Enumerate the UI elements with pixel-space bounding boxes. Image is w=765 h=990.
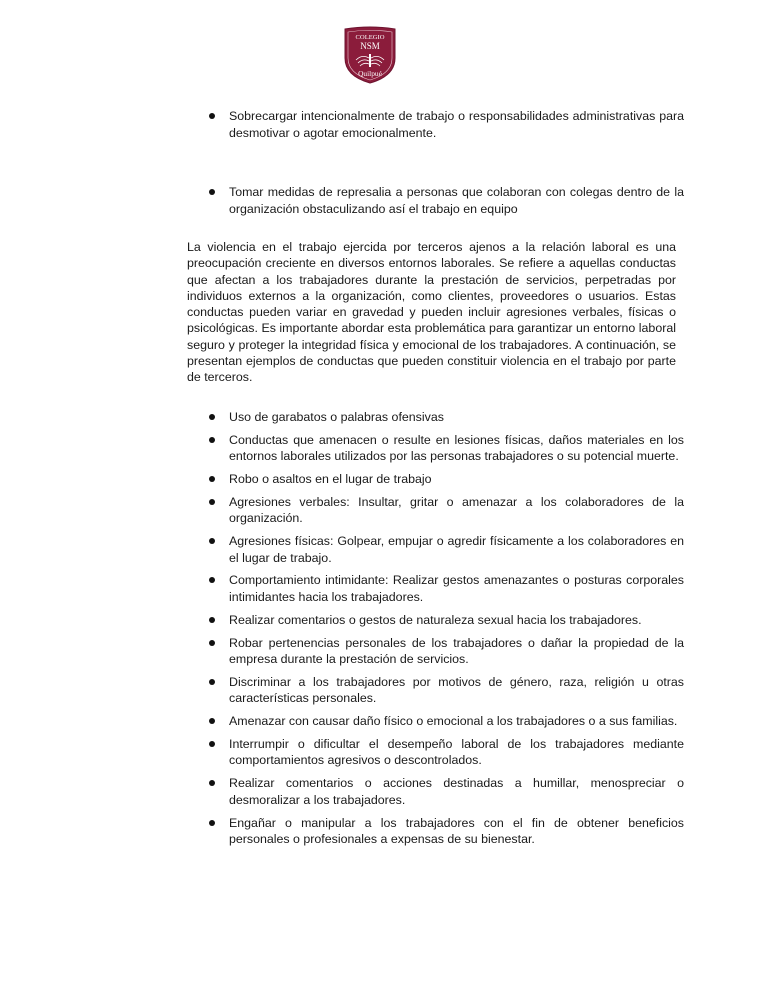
list-item: Robo o asaltos en el lugar de trabajo (229, 471, 684, 488)
list-item: Tomar medidas de represalia a personas que colaboran con colegas dentro de la organización obstaculizando así el trabajo en equipo (229, 185, 684, 216)
logo-line-quilpue: Quilpué (358, 69, 382, 78)
intro-paragraph: La violencia en el trabajo ejercida por terceros ajenos a la relación laboral es una preocupación creciente en diversos entornos laborales. Se refiere a aquellas conductas que afectan a los trabajadores durante la prestación de servicios, perpetradas por individuos externos a la organización, como clientes, proveedores o usuarios. Estas conductas pueden variar en gravedad y pueden incluir agresiones verbales, físicas o psicológicas. Es importante abordar esta problemática para garantizar un entorno laboral seguro y proteger la integridad física y emocional de los trabajadores. A continuación, se presentan ejemplos de conductas que pueden constituir violencia en el trabajo por parte de terceros. (187, 240, 676, 385)
shield-crest-icon (342, 26, 398, 84)
third-party-examples-list (229, 409, 684, 854)
list-item: Realizar comentarios o gestos de naturaleza sexual hacia los trabajadores. (229, 612, 684, 629)
list-item: Comportamiento intimidante: Realizar gestos amenazantes o posturas corporales intimidantes hacia los trabajadores. (229, 573, 684, 604)
list-item: Amenazar con causar daño físico o emocional a los trabajadores o a sus familias. (229, 713, 684, 730)
bullet-list-continued-2 (229, 184, 684, 217)
logo-line-colegio: COLEGIO (355, 34, 385, 41)
logo-line-nsm: NSM (360, 41, 380, 51)
list-item: Conductas que amenacen o resulte en lesiones físicas, daños materiales en los entornos laborales utilizados por las personas trabajadores o su potencial muerte. (229, 432, 684, 464)
bullet-list-continued (229, 108, 684, 141)
list-item: Engañar o manipular a los trabajadores con el fin de obtener beneficios personales o profesionales a expensas de su bienestar. (229, 815, 684, 847)
list-item: Uso de garabatos o palabras ofensivas (229, 409, 684, 426)
list-item: Interrumpir o dificultar el desempeño laboral de los trabajadores mediante comportamientos agresivos o descontrolados. (229, 736, 684, 768)
school-logo (342, 26, 398, 84)
list-item: Discriminar a los trabajadores por motivos de género, raza, religión u otras características personales. (229, 674, 684, 706)
list-item: Robar pertenencias personales de los trabajadores o dañar la propiedad de la empresa durante la prestación de servicios. (229, 635, 684, 667)
list-item: Agresiones físicas: Golpear, empujar o agredir físicamente a los colaboradores en el lugar de trabajo. (229, 534, 684, 565)
list-item: Realizar comentarios o acciones destinadas a humillar, menospreciar o desmoralizar a los trabajadores. (229, 776, 684, 807)
list-item: Agresiones verbales: Insultar, gritar o amenazar a los colaboradores de la organización. (229, 494, 684, 526)
list-item: Sobrecargar intencionalmente de trabajo o responsabilidades administrativas para desmotivar o agotar emocionalmente. (229, 109, 684, 140)
